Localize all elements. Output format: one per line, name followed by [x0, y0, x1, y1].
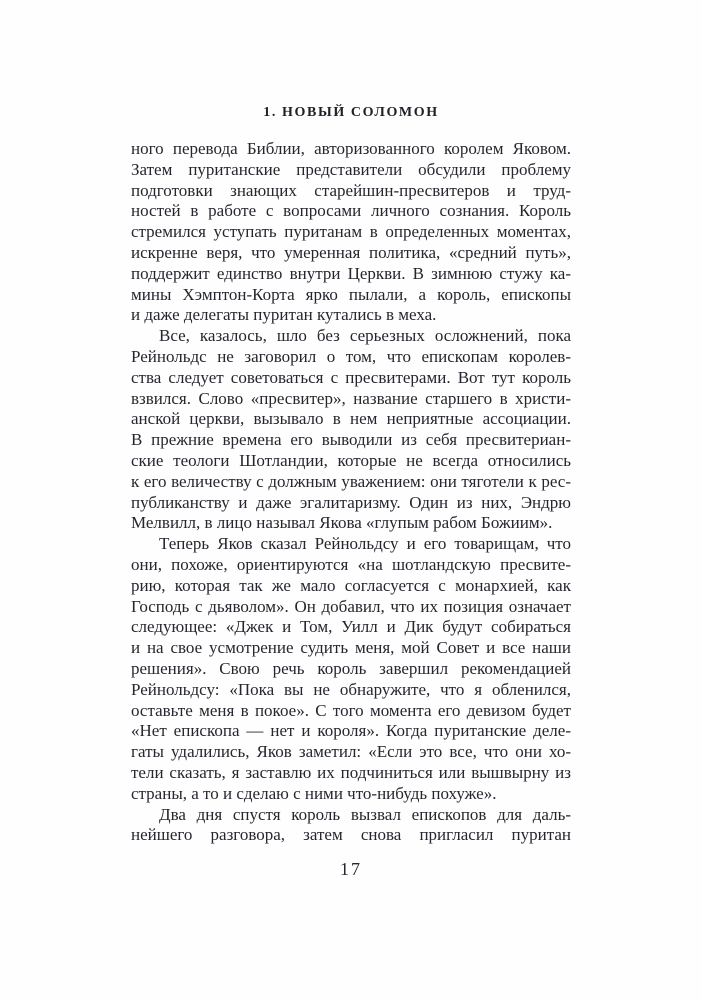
paragraph [131, 805, 571, 847]
text-line: ские теологи Шотландии, которые не всегда относились [131, 450, 571, 470]
text-line: ства следует советоваться с пресвитерами. Вот тут король [131, 367, 571, 387]
text-line: гаты удалились, Яков заметил: «Если это все, что они хо- [131, 742, 571, 762]
text-line: В прежние времена его выводили из себя пресвитериан- [131, 430, 571, 450]
text-line: тели сказать, я заставлю их подчиниться или вышвырну из [131, 762, 571, 782]
text-line: рию, которая так же мало согласуется с монархией, как [131, 575, 571, 595]
text-line: ного перевода Библии, авторизованного королем Яковом. [131, 139, 571, 158]
text-line: публиканству и даже эгалитаризму. Один из них, Эндрю [131, 492, 571, 512]
text-line: к его величеству с должным уважением: они тяготели к рес- [131, 471, 571, 491]
text-line: решения». Свою речь король завершил рекомендацией [131, 658, 571, 678]
text-line: Все, казалось, шло без серьезных осложнений, пока [159, 326, 571, 346]
paragraph [131, 139, 571, 326]
text-line: Рейнольдс не заговорил о том, что епископам королев- [131, 346, 571, 366]
text-line: они, похоже, ориентируются «на шотландскую пресвите- [131, 554, 571, 574]
text-line: поддержит единство внутри Церкви. В зимнюю стужу ка- [131, 263, 571, 283]
text-line: взвился. Слово «пресвитер», название старшего в христи- [131, 388, 571, 408]
text-line: Теперь Яков сказал Рейнольдсу и его товарищам, что [159, 534, 571, 554]
text-line: анской церкви, вызывало в нем неприятные ассоциации. [131, 409, 571, 429]
text-line: искренне веря, что умеренная политика, «средний путь», [131, 242, 571, 262]
text-line: страны, а то и сделаю с ними что-нибудь похуже». [131, 783, 497, 803]
text-line: «Нет епископа — нет и короля». Когда пуританские деле- [131, 721, 571, 741]
text-line: стремился уступать пуританам в определенных моментах, [131, 222, 571, 242]
paragraph [131, 534, 571, 804]
text-line: ностей в работе с вопросами личного сознания. Король [131, 201, 571, 221]
text-line: следующее: «Джек и Том, Уилл и Дик будут собираться [131, 617, 571, 637]
paragraph [131, 326, 571, 534]
text-line: Два дня спустя король вызвал епископов для даль- [159, 804, 571, 824]
text-line: нейшего разговора, затем снова пригласил пуритан [131, 825, 571, 845]
text-line: Мелвилл, в лицо называл Якова «глупым рабом Божиим». [131, 513, 553, 533]
text-line: оставьте меня в покое». С того момента его девизом будет [131, 700, 571, 720]
text-line: подготовки знающих старейшин-пресвитеров и труд- [131, 180, 571, 200]
text-line: Господь с дьяволом». Он добавил, что их позиция означает [131, 596, 571, 616]
text-line: и на свое усмотрение судить меня, мой Совет и все наши [131, 638, 571, 658]
text-line: Рейнольдсу: «Пока вы не обнаружите, что я обленился, [131, 679, 571, 699]
text-line: мины Хэмптон-Корта ярко пылали, а король, епископы [131, 284, 571, 304]
text-line: Затем пуританские представители обсудили проблему [131, 159, 571, 179]
chapter-header: 1. НОВЫЙ СОЛОМОН [263, 105, 439, 120]
page-number: 17 [340, 859, 362, 879]
text-line: и даже делегаты пуритан кутались в меха. [131, 305, 437, 325]
text-block [131, 139, 571, 846]
